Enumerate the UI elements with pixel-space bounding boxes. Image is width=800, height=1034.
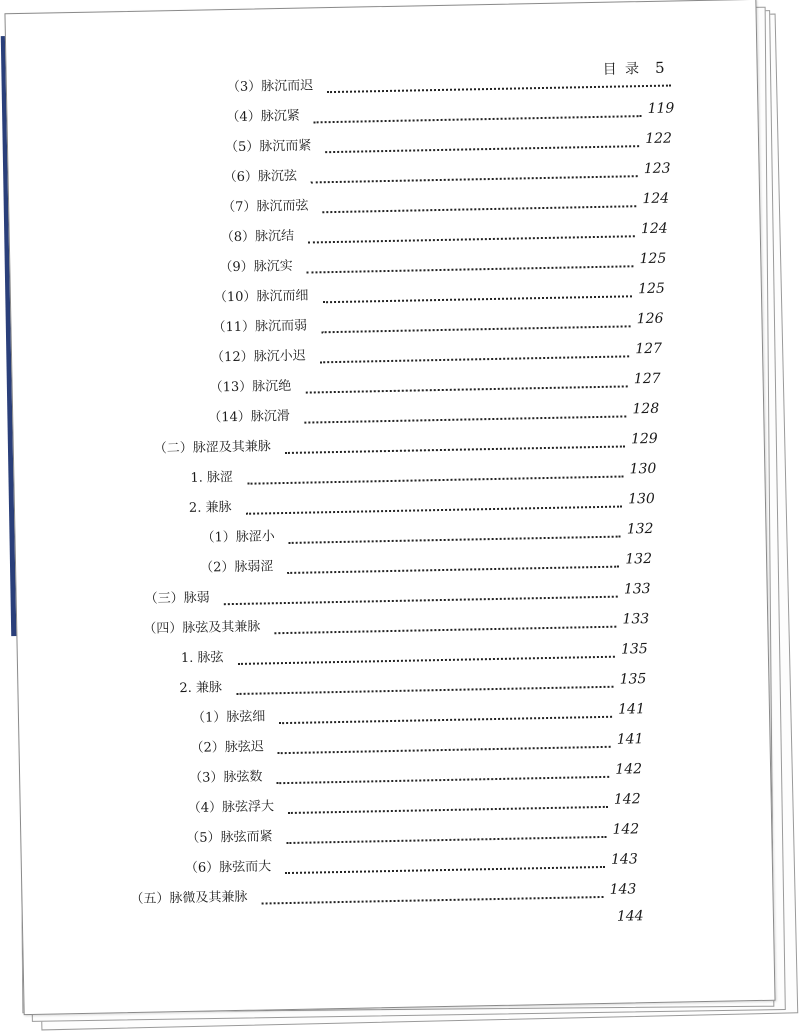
toc-entry: [186, 818, 639, 849]
toc-entry-label: （3）脉沉而迟: [226, 78, 314, 96]
toc-entry: [130, 878, 636, 910]
toc-entry: [211, 338, 662, 369]
toc-entry: [185, 848, 638, 879]
toc-entry-leader: [327, 85, 671, 94]
toc-entry-label: （1）脉涩小: [201, 529, 275, 546]
toc-entry: [179, 668, 646, 699]
toc-entry-label: （13）脉沉绝: [209, 378, 292, 396]
toc-entry-label: （三）脉弱: [144, 590, 210, 607]
toc-entry-leader: [247, 476, 624, 485]
toc-entry: [181, 638, 648, 669]
toc-entry-page: 122: [645, 130, 673, 148]
toc-entry-leader: [305, 385, 628, 393]
toc-entry-leader: [279, 716, 612, 724]
toc-entry-page: 119: [647, 100, 675, 117]
toc-entry: [190, 458, 656, 489]
toc-entry-leader: [289, 536, 621, 544]
toc-entry-page: 142: [615, 761, 643, 778]
toc-entry-label: 2. 兼脉: [188, 500, 232, 516]
toc-entry-leader: [224, 596, 618, 606]
toc-entry-label: （二）脉涩及其兼脉: [153, 439, 271, 457]
toc-entry: [189, 758, 642, 789]
toc-entry: [209, 368, 660, 399]
toc-entry-label: （10）脉沉而细: [213, 288, 309, 306]
toc-entry-page: 143: [609, 881, 637, 898]
toc-entry-leader: [321, 325, 631, 333]
toc-entry-page: 126: [636, 310, 664, 328]
toc-entry-page: 128: [632, 400, 660, 418]
toc-entry-page: 142: [612, 821, 640, 838]
toc-entry-label: （2）脉弱涩: [199, 559, 274, 576]
toc-entry-leader: [236, 686, 614, 695]
toc-entry-leader: [278, 746, 611, 754]
toc-entry: [190, 728, 643, 759]
toc-entry-label: 2. 兼脉: [179, 680, 223, 697]
toc-entry-page: 125: [637, 280, 666, 298]
toc-entry: [145, 578, 651, 610]
toc-entry: [201, 518, 653, 549]
running-head-title: 目 录: [602, 61, 642, 78]
toc-entry-label: （4）脉沉紧: [226, 108, 300, 126]
toc-entry-page: 130: [629, 460, 657, 478]
toc-entry-page: 133: [622, 611, 650, 628]
toc-entry: [225, 128, 672, 159]
toc-entry-leader: [288, 806, 608, 814]
toc-entry-page: 130: [628, 490, 656, 508]
toc-entry-label: 1. 脉涩: [190, 470, 234, 486]
toc-entry: [226, 97, 674, 128]
toc-entry-leader: [246, 506, 623, 515]
toc-entry-label: （11）脉沉而弱: [212, 318, 308, 336]
toc-entry-page: 123: [643, 160, 671, 178]
toc-entry: [188, 788, 641, 819]
toc-entry-page: 143: [610, 851, 638, 868]
toc-entry-page: 124: [642, 190, 670, 208]
toc-entry-label: （1）脉弦细: [191, 709, 266, 726]
toc-entry-page: 144: [616, 908, 644, 925]
toc-entry-label: （4）脉弦浮大: [187, 799, 275, 816]
toc-entry-page: 127: [635, 340, 663, 358]
toc-entry-page: 129: [630, 430, 658, 448]
toc-entry-label: （14）脉沉滑: [208, 408, 290, 426]
toc-entry-page: 127: [633, 370, 661, 388]
toc-entry-label: （五）脉微及其兼脉: [130, 889, 248, 908]
toc-entry: [219, 248, 666, 279]
toc-entry: [223, 158, 670, 189]
toc-entry-label: 1. 脉弦: [180, 650, 224, 667]
toc-entry-page: 133: [623, 581, 651, 598]
toc-entry-page: 132: [625, 550, 653, 568]
toc-entry: [192, 698, 645, 729]
toc-entry-leader: [238, 656, 616, 665]
toc-entry-label: （9）脉沉实: [219, 258, 293, 276]
toc-entry: [227, 67, 677, 98]
toc-entry-page: 135: [619, 671, 647, 688]
toc-entry-label: （6）脉弦而大: [184, 859, 272, 877]
toc-entry-label: （12）脉沉小迟: [210, 348, 306, 366]
toc-entry: [143, 608, 649, 640]
toc-entry-leader: [323, 205, 637, 213]
toc-entry-page: 124: [640, 220, 668, 238]
toc-entry-label: （四）脉弦及其兼脉: [143, 619, 261, 637]
toc-entry-leader: [304, 415, 627, 423]
toc-entry-label: （5）脉沉而紧: [224, 138, 312, 156]
toc-entry-leader: [325, 145, 639, 153]
toc-entry: [200, 548, 652, 579]
toc-entry-leader: [320, 355, 630, 363]
toc-entry-leader: [311, 175, 638, 183]
toc-entry-leader: [323, 295, 633, 303]
toc-entry-leader: [277, 776, 610, 784]
toc-entry-leader: [288, 566, 620, 574]
toc-entry-leader: [308, 235, 635, 243]
toc-entry-leader: [262, 896, 604, 905]
toc-entry-label: （2）脉弦迟: [190, 739, 265, 756]
toc-entry: [221, 218, 668, 249]
toc-entry: [212, 308, 663, 339]
toc-entry-label: （5）脉弦而紧: [186, 829, 273, 846]
running-head-page-number: 5: [654, 58, 667, 77]
toc-entry-leader: [274, 626, 616, 635]
toc-entry-leader: [285, 445, 625, 454]
toc-entry-leader: [285, 866, 605, 874]
toc-entry-page: 142: [613, 791, 641, 808]
toc-entry-page: 125: [639, 250, 667, 268]
toc-entry-page: 141: [618, 701, 646, 718]
toc-entry: [154, 428, 658, 460]
toc-entry-leader: [287, 836, 607, 844]
toc-entry-label: （6）脉沉弦: [223, 168, 298, 186]
toc-entry-leader: [314, 115, 642, 123]
toc-entry: [189, 488, 655, 519]
toc-page: [4, 0, 775, 1015]
toc-entry: [597, 908, 644, 931]
toc-entry-label: （7）脉沉而弦: [222, 198, 309, 216]
toc-entry-page: 132: [626, 520, 654, 538]
toc-entry-leader: [307, 265, 634, 273]
toc-entry-label: （3）脉弦数: [189, 769, 263, 786]
toc-entry-page: 135: [620, 641, 648, 658]
toc-entry-page: 141: [616, 731, 644, 748]
toc-entry: [214, 278, 665, 309]
toc-entry: [222, 188, 669, 219]
toc-entry: [208, 398, 659, 429]
toc-entry-label: （8）脉沉结: [220, 228, 295, 246]
